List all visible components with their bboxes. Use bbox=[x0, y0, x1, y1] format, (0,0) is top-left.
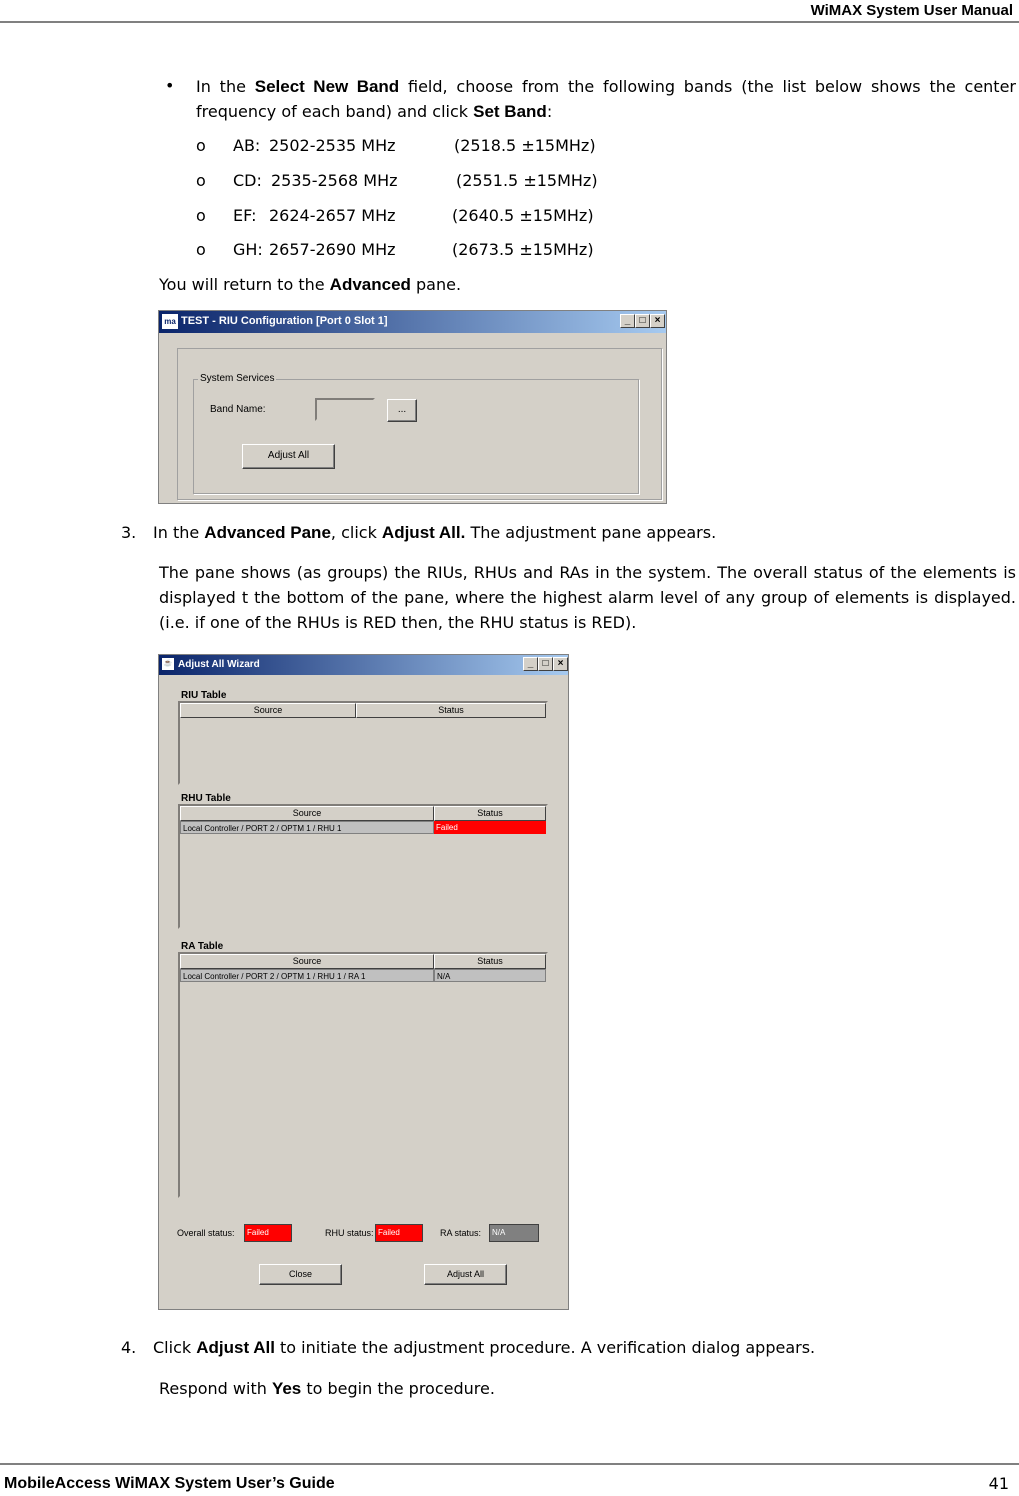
header-rule bbox=[0, 21, 1019, 23]
ra-table[interactable] bbox=[178, 952, 548, 1198]
rhu-status-header[interactable]: Status bbox=[434, 806, 546, 821]
maximize-icon[interactable]: □ bbox=[538, 657, 553, 671]
maximize-icon[interactable]: □ bbox=[635, 314, 650, 328]
return-paragraph: You will return to the Advanced pane. bbox=[159, 275, 462, 294]
step-3-description: The pane shows (as groups) the RIUs, RHUs and RAs in the system. The overall status of the elements is displayed t the bottom of the pane, where the highest alarm level of any group of elements is displayed. (i.e. if one of the RHUs is RED then, the RHU status is RED). bbox=[159, 563, 1016, 632]
footer-rule bbox=[0, 1463, 1019, 1465]
band-name-field[interactable] bbox=[315, 398, 375, 421]
ra-row-status[interactable]: N/A bbox=[434, 969, 546, 982]
adjust-all-wizard-window bbox=[158, 654, 569, 1310]
title-bar bbox=[159, 655, 568, 675]
adjust-all-button[interactable]: Adjust All bbox=[424, 1264, 507, 1285]
step-4-number: 4. bbox=[121, 1338, 137, 1357]
step-3-number: 3. bbox=[121, 523, 137, 542]
bullet-glyph: • bbox=[165, 76, 175, 95]
ra-status-value: N/A bbox=[489, 1224, 539, 1242]
java-cup-icon: ☕ bbox=[162, 658, 174, 670]
select-new-band-term: Select New Band bbox=[254, 77, 400, 96]
riu-configuration-window bbox=[158, 310, 667, 504]
ra-row-source[interactable]: Local Controller / PORT 2 / OPTM 1 / RHU 1 / RA 1 bbox=[180, 969, 434, 982]
rhu-status-label: RHU status: bbox=[325, 1228, 374, 1238]
running-header: WiMAX System User Manual bbox=[810, 2, 1013, 19]
step-4-text: Click Adjust All to initiate the adjustment procedure. A verification dialog appears. bbox=[153, 1338, 816, 1357]
minimize-icon[interactable]: _ bbox=[523, 657, 538, 671]
system-services-group bbox=[193, 379, 639, 494]
group-title: System Services bbox=[200, 373, 275, 384]
rhu-table-title: RHU Table bbox=[181, 793, 231, 804]
riu-status-header[interactable]: Status bbox=[356, 703, 546, 718]
app-logo-icon: ma bbox=[162, 314, 178, 329]
ra-status-label: RA status: bbox=[440, 1228, 482, 1238]
band-name-label: Band Name: bbox=[210, 404, 266, 415]
ra-source-header[interactable]: Source bbox=[180, 954, 434, 969]
browse-button[interactable]: ... bbox=[387, 399, 417, 422]
window-title: TEST - RIU Configuration [Port 0 Slot 1] bbox=[181, 315, 388, 327]
minimize-icon[interactable]: _ bbox=[620, 314, 635, 328]
footer-title: MobileAccess WiMAX System User’s Guide bbox=[4, 1475, 335, 1492]
overall-status-label: Overall status: bbox=[177, 1228, 235, 1238]
step-4-response: Respond with Yes to begin the procedure. bbox=[159, 1379, 495, 1398]
page-number: 41 bbox=[988, 1474, 1009, 1493]
window-title: Adjust All Wizard bbox=[178, 659, 260, 670]
riu-table-title: RIU Table bbox=[181, 690, 227, 701]
close-icon[interactable]: × bbox=[650, 314, 665, 328]
adjust-all-button[interactable]: Adjust All bbox=[242, 444, 335, 469]
rhu-status-value: Failed bbox=[375, 1224, 423, 1242]
ra-status-header[interactable]: Status bbox=[434, 954, 546, 969]
set-band-term: Set Band bbox=[473, 102, 547, 121]
overall-status-value: Failed bbox=[244, 1224, 292, 1242]
rhu-row-source[interactable]: Local Controller / PORT 2 / OPTM 1 / RHU 1 bbox=[180, 821, 434, 834]
rhu-row-status[interactable]: Failed bbox=[434, 821, 546, 834]
riu-table[interactable] bbox=[178, 701, 548, 785]
title-bar bbox=[159, 311, 666, 333]
close-icon[interactable]: × bbox=[553, 657, 568, 671]
ra-table-title: RA Table bbox=[181, 941, 224, 952]
close-button[interactable]: Close bbox=[259, 1264, 342, 1285]
riu-source-header[interactable]: Source bbox=[180, 703, 356, 718]
select-band-paragraph: In the Select New Band field, choose from the following bands (the list below shows the center frequency of each band) and click Set Band: bbox=[196, 77, 1017, 121]
step-3-text: In the Advanced Pane, click Adjust All. The adjustment pane appears. bbox=[153, 523, 717, 542]
rhu-table[interactable] bbox=[178, 804, 548, 929]
rhu-source-header[interactable]: Source bbox=[180, 806, 434, 821]
